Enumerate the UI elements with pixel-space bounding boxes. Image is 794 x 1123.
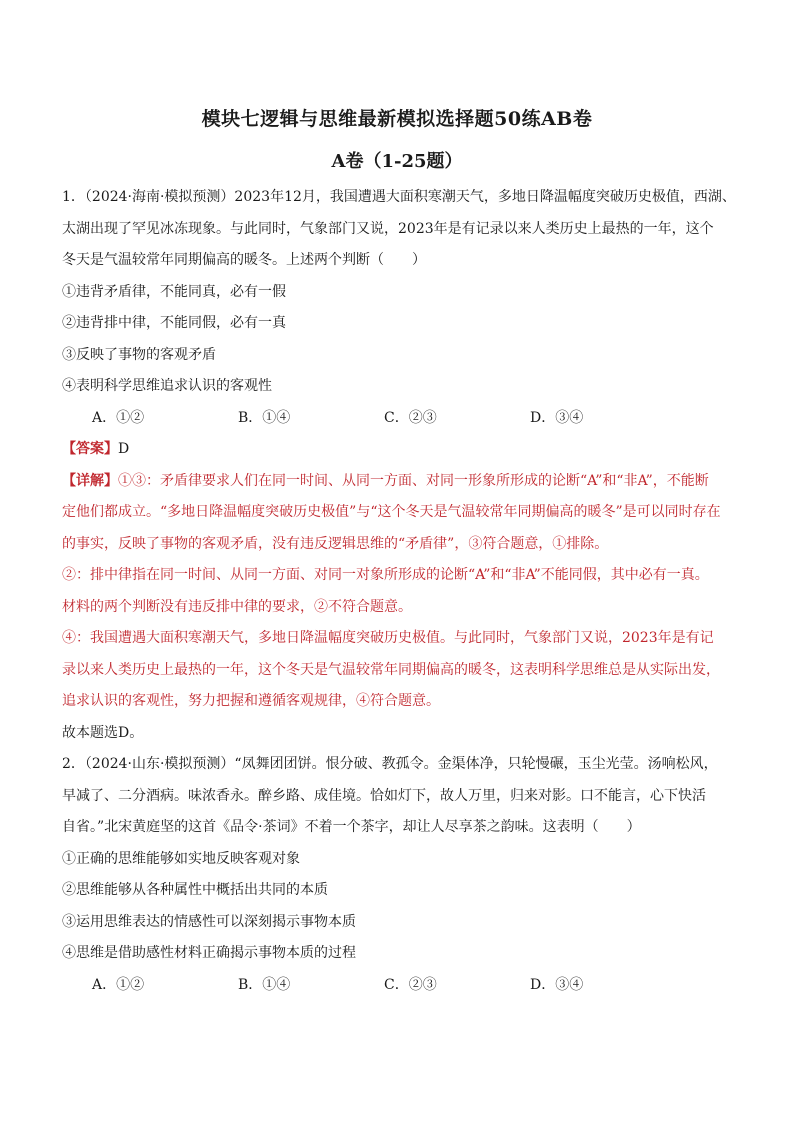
option-b: B．①④ [238,409,291,426]
document-title: 模块七逻辑与思维最新模拟选择题50练AB卷 [201,108,593,130]
answer-value: D [118,441,130,457]
option-a: A．①② [92,976,145,993]
option-c: C．②③ [384,976,437,993]
question-2-choice: ④思维是借助感性材料正确揭示事物本质的过程 [62,945,356,961]
question-1-choice: ④表明科学思维追求认识的客观性 [62,378,272,394]
question-2-options [62,970,734,1002]
question-1-line: 太湖出现了罕见冰冻现象。与此同时，气象部门又说，2023年是有记录以来人类历史上最热的一年，这个 [62,220,714,237]
option-b: B．①④ [238,976,291,993]
option-d: D．③④ [530,976,584,993]
section-subtitle: A卷（1-25题） [331,151,463,172]
detail-line: 定他们都成立。“多地日降温幅度突破历史极值”与“这个冬天是气温较常年同期偏高的暖冬”是可以同时存在 [62,504,721,520]
question-1-line: 1．（2024·海南·模拟预测）2023年12月，我国遭遇大面积寒潮天气，多地日降温幅度突破历史极值，西湖、 [62,189,736,205]
question-2-choice: ①正确的思维能够如实地反映客观对象 [62,850,300,867]
answer-line [62,434,734,466]
option-c: C．②③ [384,409,437,426]
question-2-choice: ③运用思维表达的情感性可以深刻揭示事物本质 [62,913,356,930]
option-d: D．③④ [530,409,584,426]
question-1-line: 冬天是气温较常年同期偏高的暖冬。上述两个判断（ ） [62,252,426,268]
detail-line [62,466,734,498]
question-2-line: 早减了、二分酒病。味浓香永。醉乡路、成佳境。恰如灯下，故人万里，归来对影。口不能言，心下快活 [62,787,706,804]
answer-label: 【答案】 [62,441,118,457]
detail-line: 追求认识的客观性，努力把握和遵循客观规律，④符合题意。 [62,693,440,709]
question-1-choice: ①违背矛盾律，不能同真，必有一假 [62,283,286,300]
conclusion-line: 故本题选D。 [62,724,144,741]
question-2-choice: ②思维能够从各种属性中概括出共同的本质 [62,882,328,898]
question-1-choice: ②违背排中律，不能同假，必有一真 [62,315,286,331]
question-1-options [62,403,734,435]
option-a: A．①② [92,409,145,426]
detail-line: 的事实，反映了事物的客观矛盾，没有违反逻辑思维的“矛盾律”，③符合题意，①排除。 [62,535,609,552]
question-1-choice: ③反映了事物的客观矛盾 [62,346,216,363]
detail-line: ④：我国遭遇大面积寒潮天气，多地日降温幅度突破历史极值。与此同时，气象部门又说，2023年是有记 [62,630,714,646]
detail-line: 录以来人类历史上最热的一年，这个冬天是气温较常年同期偏高的暖冬，这表明科学思维总是从实际出发， [62,661,720,678]
detail-text: ①③：矛盾律要求人们在同一时间、从同一方面、对同一形象所形成的论断“A”和“非A”，不能断 [118,472,709,489]
question-2-line: 2．（2024·山东·模拟预测）“凤舞团团饼。恨分破、教孤令。金渠体净，只轮慢碾，玉尘光莹。汤响松风， [62,756,718,772]
detail-line: 材料的两个判断没有违反排中律的要求，②不符合题意。 [62,598,412,615]
document-content [62,182,734,1001]
question-2-line: 自省。”北宋黄庭坚的这首《品令·茶词》不着一个茶字，却让人尽享茶之韵味。这表明（ ） [62,819,641,835]
detail-line: ②：排中律指在同一时间、从同一方面、对同一对象所形成的论断“A”和“非A”不能同假，其中必有一真。 [62,567,709,583]
detail-label: 【详解】 [62,472,118,489]
